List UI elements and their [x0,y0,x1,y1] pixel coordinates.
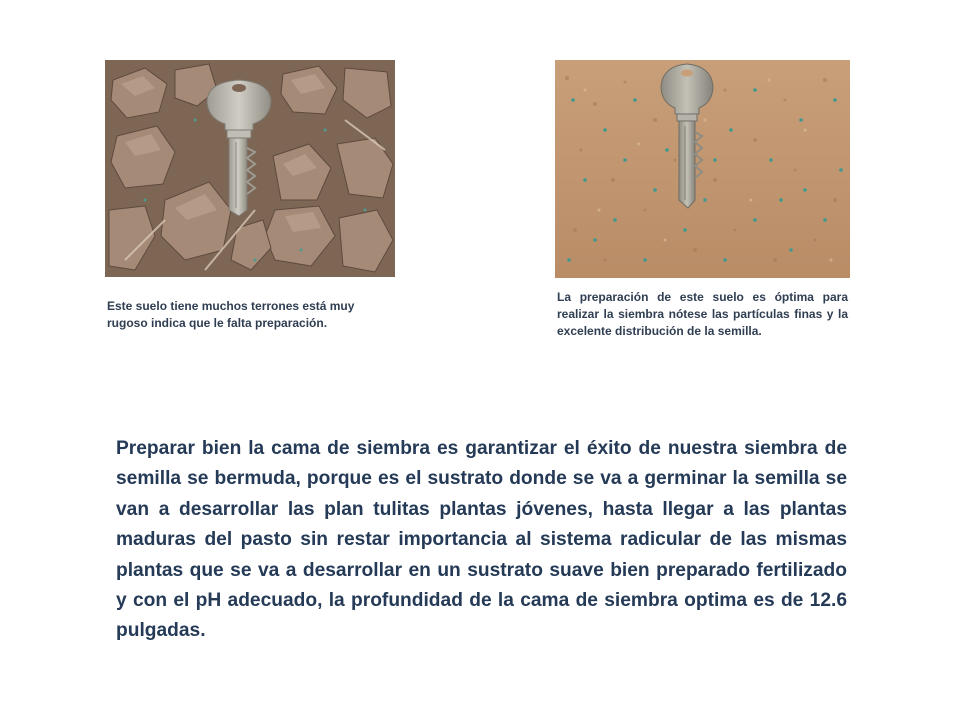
fine-soil-photo [555,60,850,278]
key-on-cloddy-soil-image [105,60,395,277]
caption-fine-soil: La preparación de este suelo es óptima para realizar la siembra nótese las partículas finas y la excelente distribución de la semilla. [557,290,848,338]
caption-cloddy-soil: Este suelo tiene muchos terrones está muy rugoso indica que le falta preparación. [107,299,355,330]
key-on-fine-soil-image [555,60,850,278]
body-paragraph: Preparar bien la cama de siembra es garantizar el éxito de nuestra siembra de semilla se bermuda, porque es el sustrato donde se va a germinar la semilla se van a desarrollar las plan tulitas plantas jóvenes, hasta llegar a las plantas maduras del pasto sin restar importancia al sistema radicular de las mismas plantas que se va a desarrollar en un sustrato suave bien preparado fertilizado y con el pH adecuado, la profundidad de la cama de siembra optima es de 12.6 pulgadas. [116,438,847,642]
cloddy-soil-photo [105,60,395,277]
